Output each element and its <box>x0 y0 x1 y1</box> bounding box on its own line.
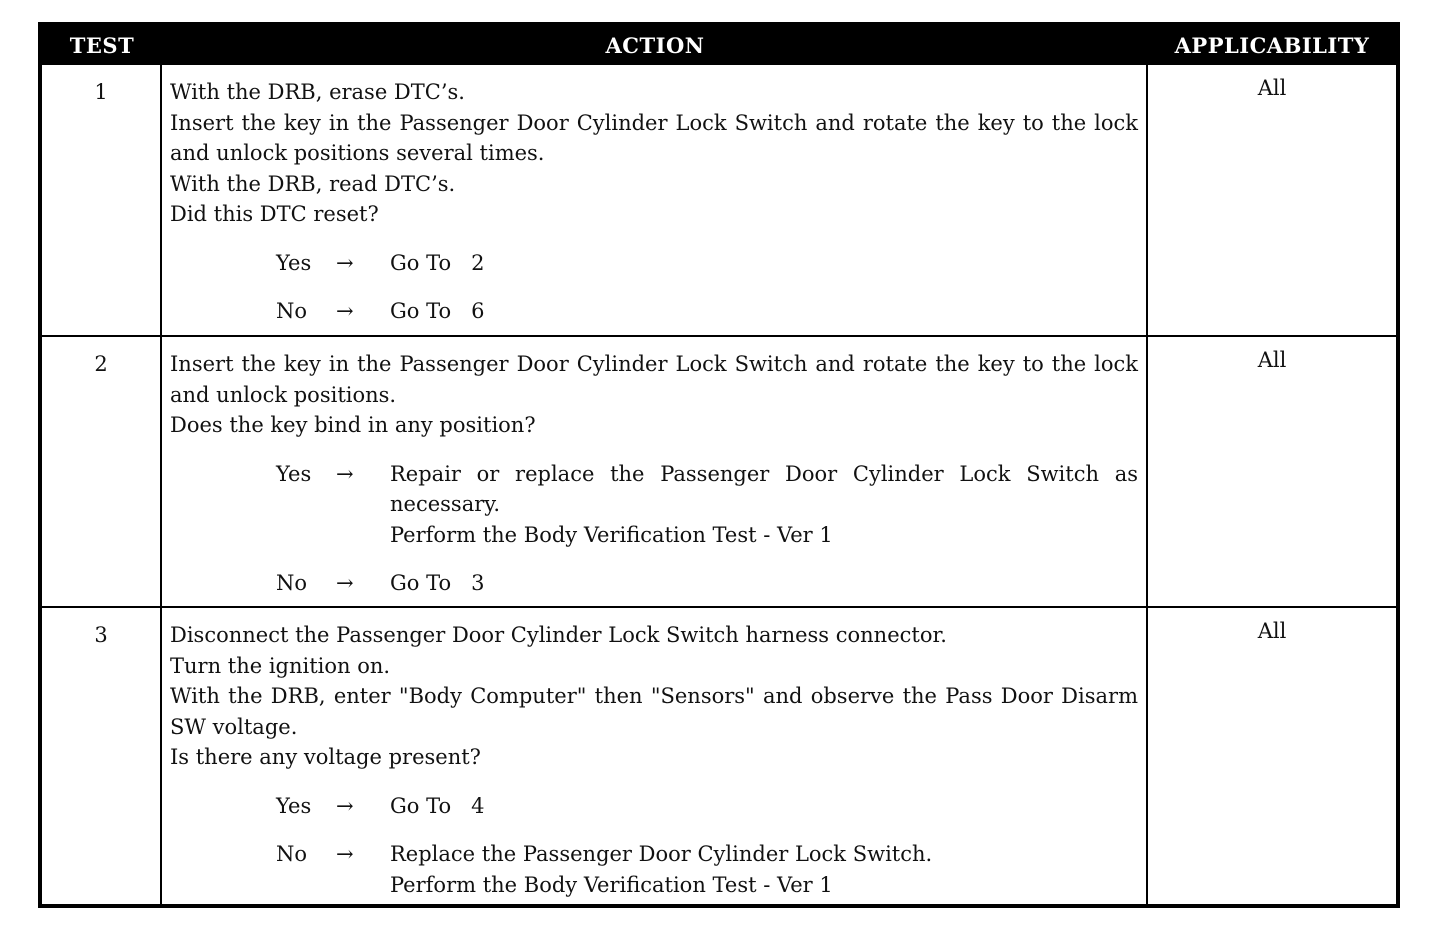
outcome-result <box>390 839 1138 900</box>
outcome-no <box>276 839 1138 900</box>
arrow-icon: → <box>336 571 354 595</box>
action-step: Is there any voltage present? <box>170 745 481 769</box>
outcome-no <box>276 568 1138 599</box>
outcome-result <box>390 459 1138 551</box>
result-line: Perform the Body Verification Test - Ver 1 <box>390 872 833 897</box>
arrow-icon: → <box>336 250 354 275</box>
result-line: Go To 2 <box>390 250 485 275</box>
arrow-icon: → <box>336 793 354 818</box>
result-line: Go To 6 <box>390 299 485 323</box>
outcome-result <box>390 248 1138 279</box>
test-number-cell: 3 <box>42 606 162 904</box>
arrow-icon: → <box>336 461 354 486</box>
action-step: Did this DTC reset? <box>170 202 379 226</box>
result-line: Perform the Body Verification Test - Ver 1 <box>390 522 833 547</box>
header-action: ACTION <box>162 26 1148 65</box>
applicability-cell: All <box>1257 76 1287 100</box>
test-number-cell: 2 <box>42 335 162 606</box>
outcome-result <box>390 568 1138 599</box>
outcome-result <box>390 296 1138 327</box>
result-line: Replace the Passenger Door Cylinder Lock Switch. <box>390 842 933 866</box>
applicability-cell: All <box>1148 606 1396 904</box>
arrow-icon: → <box>336 842 354 866</box>
action-cell <box>162 65 1148 335</box>
action-step: Insert the key in the Passenger Door Cylinder Lock Switch and rotate the key to the lock and unlock positions. <box>170 352 1138 407</box>
applicability-cell: All <box>1148 335 1396 606</box>
action-cell <box>162 606 1148 904</box>
answer-label: No <box>276 299 308 323</box>
answer-label: No <box>276 842 308 866</box>
diagnostic-test-table <box>38 22 1400 908</box>
action-cell <box>162 335 1148 606</box>
outcome-result <box>390 791 1138 822</box>
answer-label: Yes <box>276 793 312 818</box>
header-test: TEST <box>42 26 162 65</box>
outcome-yes <box>276 459 1138 551</box>
result-line: Repair or replace the Passenger Door Cylinder Lock Switch as necessary. <box>390 461 1138 516</box>
outcome-yes <box>276 791 1138 822</box>
result-line: Go To 4 <box>390 793 485 818</box>
outcome-no <box>276 296 1138 327</box>
header-applicability: APPLICABILITY <box>1148 26 1396 65</box>
action-step: Turn the ignition on. <box>170 653 391 678</box>
action-step: Insert the key in the Passenger Door Cylinder Lock Switch and rotate the key to the lock and unlock positions several times. <box>170 110 1138 165</box>
answer-label: Yes <box>276 250 312 275</box>
answer-label: Yes <box>276 461 312 486</box>
arrow-icon: → <box>336 299 354 323</box>
action-step: With the DRB, erase DTC’s. <box>170 80 465 104</box>
answer-label: No <box>276 571 308 595</box>
test-number-cell: 1 <box>42 65 162 335</box>
result-line: Go To 3 <box>390 571 485 595</box>
outcome-yes <box>276 248 1138 279</box>
action-step: Does the key bind in any position? <box>170 413 536 437</box>
action-step: With the DRB, read DTC’s. <box>170 171 456 196</box>
action-step: With the DRB, enter "Body Computer" then "Sensors" and observe the Pass Door Disarm SW voltage. <box>170 684 1138 739</box>
action-step: Disconnect the Passenger Door Cylinder Lock Switch harness connector. <box>170 623 947 647</box>
